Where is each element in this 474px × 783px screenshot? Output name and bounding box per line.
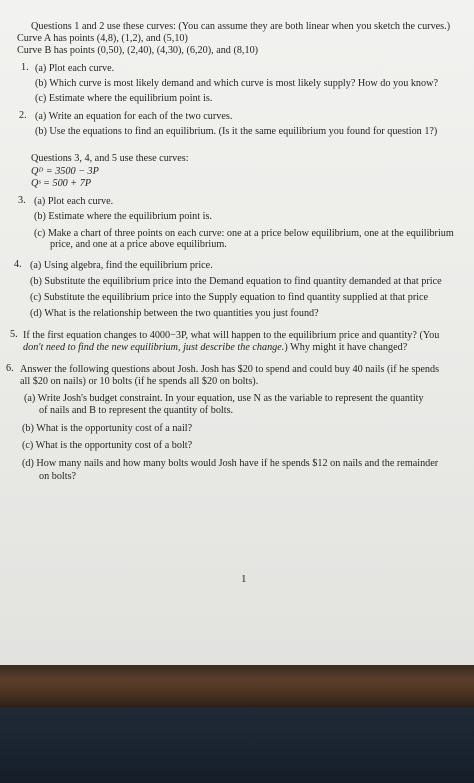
question-2-number: 2. xyxy=(19,110,27,121)
page-number: 1 xyxy=(241,573,247,585)
question-3-number: 3. xyxy=(18,195,26,206)
question-3c-line2: price, and one at a price above equilibrium. xyxy=(50,239,227,250)
question-5-line2 xyxy=(23,341,407,354)
question-6c: (c) What is the opportunity cost of a bolt? xyxy=(22,440,193,451)
curve-b-text: Curve B has points (0,50), (2,40), (4,30), (6,20), and (8,10) xyxy=(17,45,259,56)
question-6-line2: all $20 on nails) or 10 bolts (if he spends all $20 on bolts). xyxy=(20,376,259,387)
question-6d-line2: on bolts? xyxy=(39,471,77,482)
question-1c: (c) Estimate where the equilibrium point is. xyxy=(35,93,213,104)
question-5-italic-text: don't need to find the new equilibrium, just describe the change. xyxy=(23,342,285,353)
question-3a: (a) Plot each curve. xyxy=(34,196,114,207)
intro-line: Questions 1 and 2 use these curves: (You can assume they are both linear when you sketch the curves.) xyxy=(31,21,451,32)
question-6a-line2: of nails and B to represent the quantity of bolts. xyxy=(39,405,234,416)
question-4c: (c) Substitute the equilibrium price into the Supply equation to find quantity supplied at that price xyxy=(30,292,429,303)
wooden-table-edge xyxy=(0,665,474,707)
question-4a: (a) Using algebra, find the equilibrium price. xyxy=(30,260,213,271)
question-2a: (a) Write an equation for each of the two curves. xyxy=(35,111,233,122)
question-4d: (d) What is the relationship between the two quantities you just found? xyxy=(30,308,319,319)
question-4-number: 4. xyxy=(14,259,22,270)
question-6-line1: Answer the following questions about Josh. Josh has $20 to spend and could buy 40 nails (if he spends xyxy=(20,364,440,375)
question-6d-line1: (d) How many nails and how many bolts would Josh have if he spends $12 on nails and the remainder xyxy=(22,458,439,469)
curve-a-text: Curve A has points (4,8), (1,2), and (5,10) xyxy=(17,33,188,44)
question-4b: (b) Substitute the equilibrium price into the Demand equation to find quantity demanded at that price xyxy=(30,276,442,287)
intro2-line: Questions 3, 4, and 5 use these curves: xyxy=(31,153,189,164)
question-3c-line1: (c) Make a chart of three points on each curve: one at a price below equilibrium, one at the equilibrium xyxy=(34,228,454,239)
question-5-rest-text: ) Why might it have changed? xyxy=(284,342,408,353)
question-1-number: 1. xyxy=(21,62,29,73)
question-5-line1: If the first equation changes to 4000−3P, what will happen to the equilibrium price and quantity? (You xyxy=(23,330,440,341)
question-2b: (b) Use the equations to find an equilibrium. (Is it the same equilibrium you found for question 1?) xyxy=(35,126,438,137)
question-6-number: 6. xyxy=(6,363,14,374)
demand-equation: Qᴰ = 3500 − 3P xyxy=(31,166,99,177)
supply-equation: Qˢ = 500 + 7P xyxy=(31,178,92,189)
question-5-number: 5. xyxy=(10,329,18,340)
question-3b: (b) Estimate where the equilibrium point is. xyxy=(34,211,212,222)
background-surface xyxy=(0,707,474,783)
question-1a: (a) Plot each curve. xyxy=(35,63,115,74)
question-6b: (b) What is the opportunity cost of a nail? xyxy=(22,423,193,434)
question-6a-line1: (a) Write Josh's budget constraint. In your equation, use N as the variable to represent the quantity xyxy=(24,393,424,404)
question-1b: (b) Which curve is most likely demand and which curve is most likely supply? How do you know? xyxy=(35,78,438,89)
